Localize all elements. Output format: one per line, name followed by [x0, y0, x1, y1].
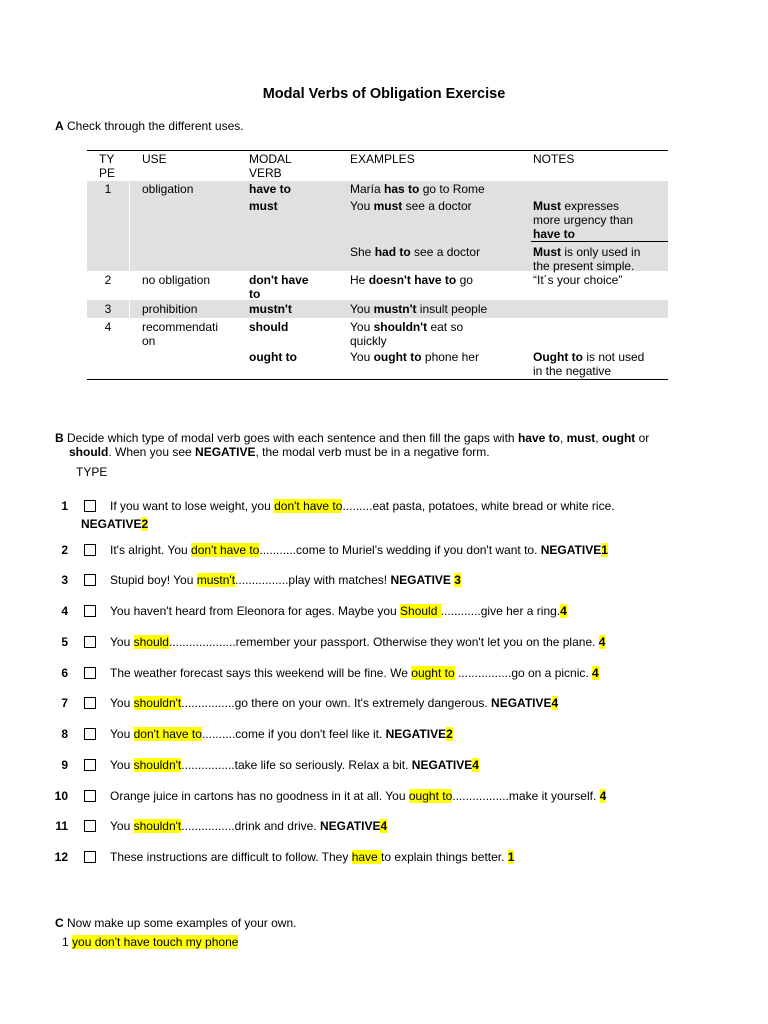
- question-sentence: [110, 499, 615, 513]
- table-cell-modal: don't have to: [249, 273, 309, 301]
- section-b-instruction-line2: [69, 445, 490, 459]
- table-cell-use: recommendati on: [142, 320, 219, 348]
- example-run: phone her: [421, 350, 479, 364]
- question-checkbox[interactable]: [84, 605, 96, 617]
- section-b-run: ought: [601, 431, 636, 445]
- table-header-type: TY PE: [99, 152, 116, 180]
- table-bottom-rule: [87, 379, 668, 380]
- question-number: 10: [54, 789, 68, 803]
- negative-label: NEGATIVE: [411, 758, 473, 772]
- question-checkbox[interactable]: [84, 697, 96, 709]
- type-label: TYPE: [76, 465, 108, 479]
- table-cell-type: 4: [104, 320, 112, 334]
- negative-label: NEGATIVE: [320, 819, 381, 833]
- question-number: 5: [61, 635, 68, 649]
- question-sentence: [110, 819, 387, 833]
- section-b-run: . When you see: [108, 445, 196, 459]
- answer-number: 1: [62, 935, 73, 949]
- answer-highlight: Should: [400, 604, 441, 618]
- table-cell-modal: mustn't: [249, 302, 292, 316]
- type-number: 4: [560, 604, 567, 618]
- example-run: He: [350, 273, 369, 287]
- table-header-examples: EXAMPLES: [350, 152, 415, 166]
- table-column-divider: [129, 300, 130, 318]
- answer-highlight: shouldn't: [133, 696, 182, 710]
- example-run: María: [350, 182, 385, 196]
- table-cell-note: [533, 350, 644, 378]
- type-number: 4: [380, 819, 388, 833]
- question-sentence: [110, 543, 608, 557]
- sentence-text: ................play with matches!: [235, 573, 391, 587]
- table-top-rule: [87, 150, 668, 151]
- example-run: You: [350, 320, 374, 334]
- sentence-text: If you want to lose weight, you: [110, 499, 275, 513]
- type-number: 2: [141, 517, 149, 531]
- question-sentence: [110, 573, 461, 587]
- negative-label: NEGATIVE: [491, 696, 552, 710]
- table-header-modal: MODAL VERB: [249, 152, 292, 180]
- question-sentence: [110, 604, 567, 618]
- sentence-text: ..........come if you don't feel like it.: [201, 727, 386, 741]
- sentence-text: .........eat pasta, potatoes, white bread or white rice.: [342, 499, 615, 513]
- table-cell-example: [350, 350, 479, 364]
- table-column-divider: [129, 181, 130, 271]
- table-cell-example: [350, 199, 472, 213]
- negative-label: NEGATIVE: [390, 573, 455, 587]
- sentence-text: It's alright. You: [110, 543, 192, 557]
- question-sentence: [110, 635, 605, 649]
- table-header-use: USE: [142, 152, 167, 166]
- note-run: Must: [533, 199, 561, 213]
- example-run: eat so quickly: [350, 320, 464, 348]
- question-number: 9: [61, 758, 68, 772]
- type-number: 1: [507, 850, 515, 864]
- negative-label: NEGATIVE: [540, 543, 602, 557]
- answer-highlight: don't have to: [191, 543, 260, 557]
- example-run: see a doctor: [402, 199, 472, 213]
- question-number: 12: [54, 850, 68, 864]
- section-b-run: have to: [517, 431, 560, 445]
- section-b-run: must: [566, 431, 596, 445]
- section-b-run: should: [69, 445, 109, 459]
- section-c-answer: [62, 935, 238, 949]
- example-run: has to: [384, 182, 420, 196]
- note-run: “It´s your choice”: [533, 273, 623, 287]
- example-run: go to Rome: [419, 182, 485, 196]
- table-cell-example: [350, 302, 487, 316]
- note-run: is not used in the negative: [533, 350, 645, 378]
- sentence-text: ................go there on your own. It's extremely dangerous.: [181, 696, 492, 710]
- section-c-letter: C: [55, 916, 64, 930]
- question-number: 3: [61, 573, 68, 587]
- example-run: You: [350, 199, 374, 213]
- type-number: 4: [598, 635, 606, 649]
- type-number: 3: [454, 573, 461, 587]
- table-cell-modal: have to: [249, 182, 292, 196]
- answer-highlight: don't have to: [274, 499, 343, 513]
- question-checkbox[interactable]: [84, 820, 96, 832]
- table-cell-type: 1: [104, 182, 112, 196]
- question-number: 4: [61, 604, 68, 618]
- example-run: ought to: [373, 350, 422, 364]
- question-number: 1: [61, 499, 68, 513]
- question-number: 2: [61, 543, 68, 557]
- section-b-run: NEGATIVE: [195, 445, 256, 459]
- sentence-text: The weather forecast says this weekend will be fine. We: [110, 666, 412, 680]
- table-cell-type: 2: [104, 273, 112, 287]
- negative-label: NEGATIVE: [385, 727, 447, 741]
- example-run: must: [373, 199, 403, 213]
- table-cell-modal: must: [249, 199, 278, 213]
- type-number: 4: [472, 758, 479, 772]
- sentence-text: You haven't heard from Eleonora for ages. Maybe you: [110, 604, 401, 618]
- question-checkbox[interactable]: [84, 759, 96, 771]
- question-number: 8: [61, 727, 68, 741]
- question-sentence: [110, 758, 479, 772]
- table-cell-use: obligation: [142, 182, 194, 196]
- section-b-run: ,: [595, 431, 602, 445]
- table-cell-use: no obligation: [142, 273, 211, 287]
- question-sentence: [110, 696, 558, 710]
- table-cell-note: [533, 245, 640, 273]
- sentence-text: Stupid boy! You: [110, 573, 197, 587]
- sentence-text: .................make it yourself.: [452, 789, 600, 803]
- table-header-notes: NOTES: [533, 152, 575, 166]
- type-number: 1: [601, 543, 608, 557]
- sentence-text: to explain things better.: [381, 850, 508, 864]
- answer-text: you don't have touch my phone: [72, 935, 239, 949]
- example-run: insult people: [416, 302, 488, 316]
- question-sentence-continued: [81, 517, 148, 531]
- section-b-letter: B: [55, 431, 67, 445]
- note-run: have to: [533, 227, 576, 241]
- note-run: Must: [533, 245, 561, 259]
- page-title: Modal Verbs of Obligation Exercise: [262, 86, 506, 102]
- sentence-text: ................take life so seriously. Relax a bit.: [181, 758, 412, 772]
- type-number: 4: [599, 789, 607, 803]
- table-cell-example: [350, 245, 480, 259]
- sentence-text: These instructions are difficult to follow. They: [110, 850, 352, 864]
- sentence-text: ................drink and drive.: [181, 819, 320, 833]
- answer-highlight: don't have to: [133, 727, 202, 741]
- question-sentence: [110, 850, 514, 864]
- question-checkbox[interactable]: [84, 728, 96, 740]
- answer-highlight: mustn't: [196, 573, 236, 587]
- question-number: 11: [55, 819, 68, 833]
- note-run: Ought to: [533, 350, 583, 364]
- note-run: expresses more urgency than: [533, 199, 634, 227]
- question-checkbox[interactable]: [84, 790, 96, 802]
- example-run: shouldn't: [373, 320, 428, 334]
- sentence-text: You: [110, 758, 134, 772]
- section-b-instruction-line1: [55, 431, 649, 445]
- section-a-instruction: [55, 119, 244, 133]
- question-checkbox[interactable]: [84, 851, 96, 863]
- example-run: She: [350, 245, 375, 259]
- example-run: You: [350, 302, 374, 316]
- table-cell-example: [350, 320, 463, 348]
- question-sentence: [110, 666, 599, 680]
- question-number: 6: [61, 666, 68, 680]
- type-number: 4: [551, 696, 559, 710]
- sentence-text: You: [110, 819, 134, 833]
- example-run: doesn't have to: [368, 273, 457, 287]
- section-b-run: Decide which type of modal verb goes with each sentence and then fill the gaps with: [67, 431, 518, 445]
- question-checkbox[interactable]: [84, 636, 96, 648]
- table-cell-note: [533, 199, 633, 241]
- table-cell-type: 3: [104, 302, 112, 316]
- question-checkbox[interactable]: [84, 574, 96, 586]
- answer-highlight: should: [133, 635, 169, 649]
- table-cell-note: [533, 273, 622, 287]
- example-run: go: [456, 273, 473, 287]
- answer-highlight: ought to: [411, 666, 455, 680]
- sentence-text: Orange juice in cartons has no goodness in it at all. You: [110, 789, 409, 803]
- sentence-text: ...........come to Muriel's wedding if you don't want to.: [259, 543, 541, 557]
- table-cell-use: prohibition: [142, 302, 198, 316]
- answer-highlight: have: [351, 850, 382, 864]
- section-a-text: Check through the different uses.: [67, 119, 244, 133]
- sentence-text: You: [110, 635, 134, 649]
- question-checkbox[interactable]: [84, 500, 96, 512]
- table-cell-modal: should: [249, 320, 289, 334]
- table-cell-modal: ought to: [249, 350, 297, 364]
- example-run: You: [350, 350, 374, 364]
- answer-highlight: shouldn't: [133, 758, 182, 772]
- example-run: see a doctor: [410, 245, 481, 259]
- sentence-text: You: [110, 727, 134, 741]
- sentence-text: ............give her a ring.: [440, 604, 561, 618]
- question-sentence: [110, 727, 453, 741]
- section-a-letter: A: [55, 119, 64, 133]
- section-b-run: , the modal verb must be in a negative form.: [255, 445, 490, 459]
- type-number: 4: [592, 666, 599, 680]
- section-b-run: or: [635, 431, 650, 445]
- example-run: had to: [374, 245, 411, 259]
- negative-label: NEGATIVE: [81, 517, 142, 531]
- sentence-text: You: [110, 696, 134, 710]
- question-checkbox[interactable]: [84, 667, 96, 679]
- section-c-instruction: [55, 916, 296, 930]
- answer-highlight: shouldn't: [133, 819, 182, 833]
- table-cell-example: [350, 273, 473, 287]
- answer-highlight: ought to: [408, 789, 453, 803]
- note-run: is only used in the present simple.: [533, 245, 641, 273]
- section-c-text: Now make up some examples of your own.: [67, 916, 297, 930]
- sentence-text: ................go on a picnic.: [454, 666, 593, 680]
- section-b-run: ,: [559, 431, 567, 445]
- example-run: mustn't: [373, 302, 417, 316]
- table-cell-example: [350, 182, 485, 196]
- question-sentence: [110, 789, 606, 803]
- question-number: 7: [61, 696, 68, 710]
- question-checkbox[interactable]: [84, 544, 96, 556]
- sentence-text: ....................remember your passport. Otherwise they won't let you on the plane.: [168, 635, 599, 649]
- type-number: 2: [446, 727, 453, 741]
- notes-divider: [531, 241, 668, 242]
